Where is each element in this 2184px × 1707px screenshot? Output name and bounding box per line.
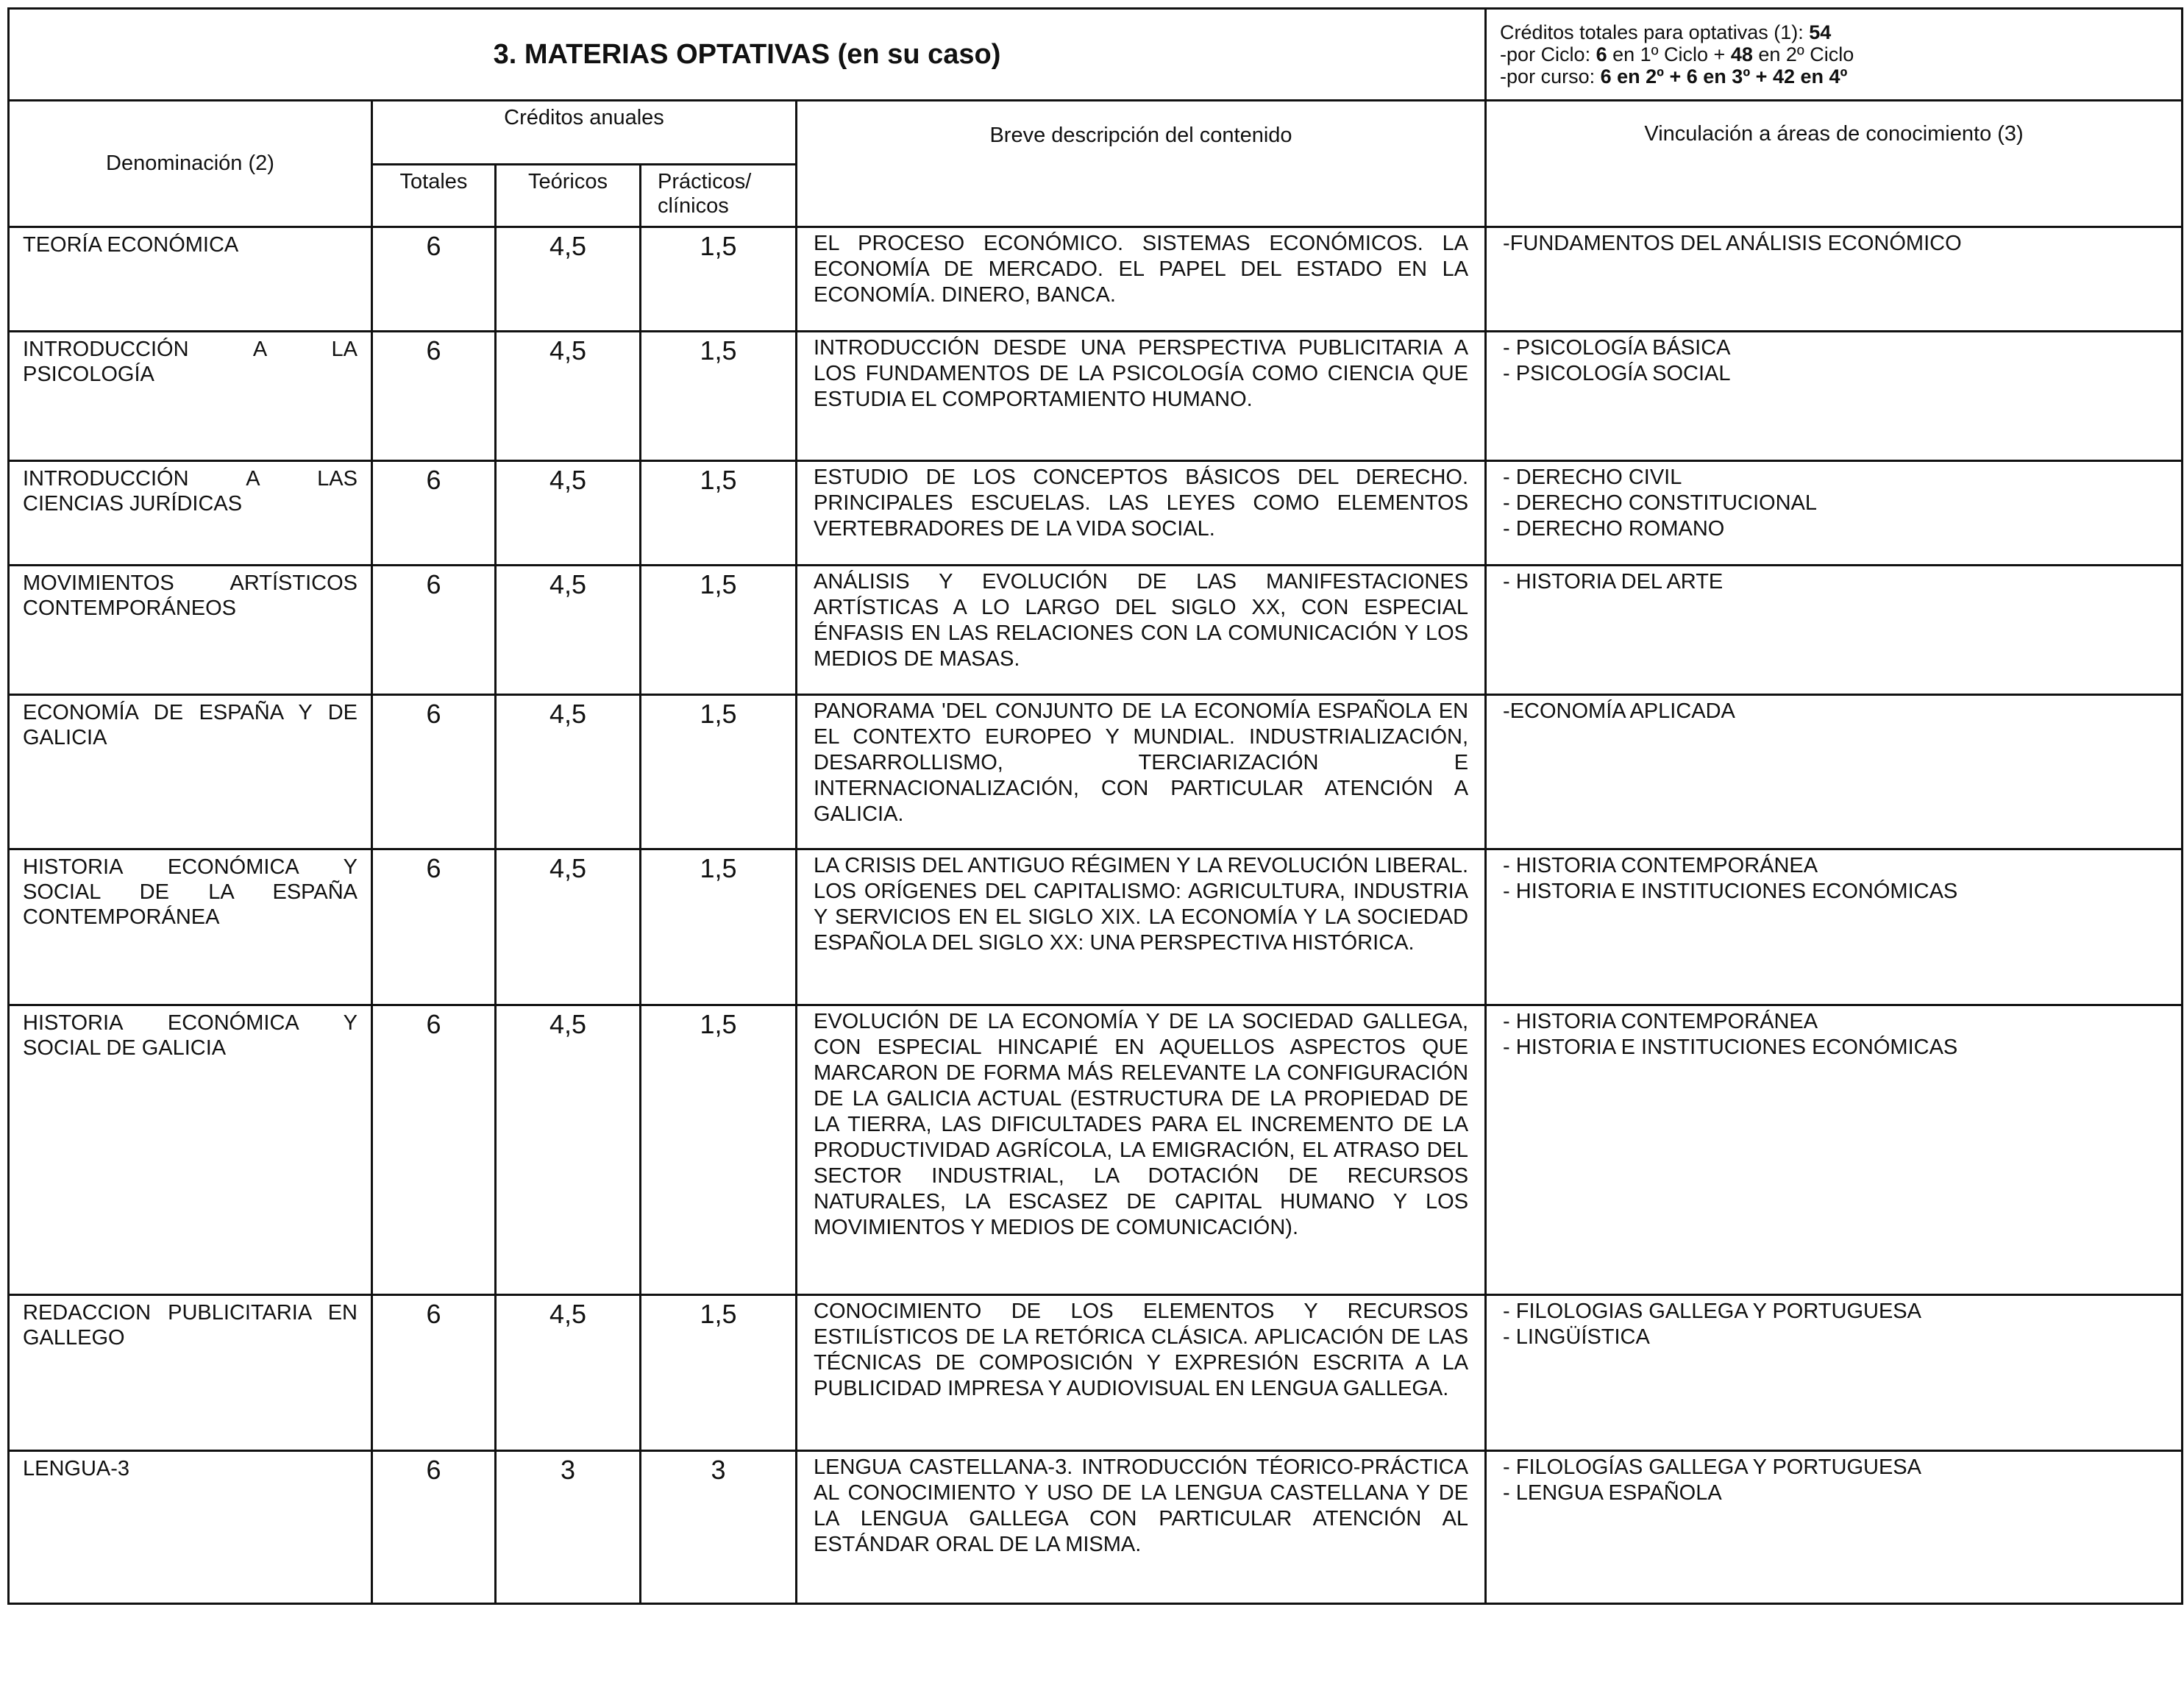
credits-teoricos: 4,5 (496, 227, 641, 332)
credits-totales: 6 (372, 1005, 496, 1295)
subject-name: HISTORIA ECONÓMICA Y SOCIAL DE GALICIA (9, 1005, 372, 1295)
credits-totales: 6 (372, 1295, 496, 1451)
area-item: -FUNDAMENTOS DEL ANÁLISIS ECONÓMICO (1503, 232, 1962, 255)
subject-description: EL PROCESO ECONÓMICO. SISTEMAS ECONÓMICOS. LA ECONOMÍA DE MERCADO. EL PAPEL DEL ESTADO EN LA ECONOMÍA. DINERO, BANCA. (797, 227, 1486, 332)
subject-name: MOVIMIENTOS ARTÍSTICOS CONTEMPORÁNEOS (9, 566, 372, 695)
col-vinculacion: Vinculación a áreas de conocimiento (3) (1486, 101, 2183, 227)
credits-total-line (1500, 21, 2168, 43)
optativas-table (7, 7, 2183, 1605)
ciclo-a-value: 6 (1596, 43, 1607, 65)
subject-name: REDACCION PUBLICITARIA EN GALLEGO (9, 1295, 372, 1451)
credits-teoricos: 4,5 (496, 332, 641, 461)
knowledge-areas (1486, 566, 2183, 695)
credits-label: Créditos totales para optativas (1): (1500, 21, 1804, 43)
col-totales: Totales (372, 165, 496, 227)
subject-name: HISTORIA ECONÓMICA Y SOCIAL DE LA ESPAÑA CONTEMPORÁNEA (9, 849, 372, 1005)
col-denominacion: Denominación (2) (9, 101, 372, 227)
area-item: - FILOLOGIAS GALLEGA Y PORTUGUESA (1503, 1300, 1921, 1323)
table-row (9, 1295, 2183, 1451)
credits-practicos: 1,5 (641, 332, 797, 461)
knowledge-areas (1486, 1005, 2183, 1295)
table-row (9, 461, 2183, 566)
credits-practicos: 1,5 (641, 461, 797, 566)
document-page (7, 7, 2181, 1605)
credits-practicos: 1,5 (641, 227, 797, 332)
knowledge-areas (1486, 1295, 2183, 1451)
table-row (9, 1005, 2183, 1295)
area-item: - HISTORIA DEL ARTE (1503, 570, 1724, 594)
table-row (9, 332, 2183, 461)
knowledge-areas (1486, 695, 2183, 849)
area-item: - DERECHO ROMANO (1503, 517, 1725, 541)
area-item: -ECONOMÍA APLICADA (1503, 699, 1735, 723)
area-item: - PSICOLOGÍA BÁSICA (1503, 336, 1731, 360)
credits-teoricos: 4,5 (496, 849, 641, 1005)
ciclo-suffix: en 2º Ciclo (1752, 43, 1854, 65)
subject-description: ANÁLISIS Y EVOLUCIÓN DE LAS MANIFESTACIONES ARTÍSTICAS A LO LARGO DEL SIGLO XX, CON ESPECIAL ÉNFASIS EN LAS RELACIONES CON LA COMUNICACIÓN Y LOS MEDIOS DE MASAS. (797, 566, 1486, 695)
col-practicos: Prácticos/ clínicos (641, 165, 797, 227)
area-item: - FILOLOGÍAS GALLEGA Y PORTUGUESA (1503, 1455, 1921, 1479)
subject-name: LENGUA-3 (9, 1451, 372, 1604)
credits-teoricos: 4,5 (496, 1005, 641, 1295)
credits-teoricos: 4,5 (496, 461, 641, 566)
ciclo-mid: en 1º Ciclo + (1607, 43, 1731, 65)
area-item: - LINGÜÍSTICA (1503, 1325, 1650, 1349)
subject-name: INTRODUCCIÓN A LA PSICOLOGÍA (9, 332, 372, 461)
subject-description: LENGUA CASTELLANA-3. INTRODUCCIÓN TÉORICO-PRÁCTICA AL CONOCIMIENTO Y USO DE LA LENGUA CASTELLANA Y DE LA LENGUA GALLEGA CON PARTICULAR ATENCIÓN AL ESTÁNDAR ORAL DE LA MISMA. (797, 1451, 1486, 1604)
credits-summary (1486, 9, 2183, 101)
knowledge-areas (1486, 849, 2183, 1005)
col-teoricos: Teóricos (496, 165, 641, 227)
col-descripcion: Breve descripción del contenido (797, 101, 1486, 227)
knowledge-areas (1486, 1451, 2183, 1604)
subject-description: LA CRISIS DEL ANTIGUO RÉGIMEN Y LA REVOLUCIÓN LIBERAL. LOS ORÍGENES DEL CAPITALISMO: AGRICULTURA, INDUSTRIA Y SERVICIOS EN EL SIGLO XIX. LA ECONOMÍA Y LA SOCIEDAD ESPAÑOLA DEL SIGLO XX: UNA PERSPECTIVA HISTÓRICA. (797, 849, 1486, 1005)
subject-name: INTRODUCCIÓN A LAS CIENCIAS JURÍDICAS (9, 461, 372, 566)
ciclo-b-value: 48 (1730, 43, 1753, 65)
credits-teoricos: 4,5 (496, 695, 641, 849)
credits-total-value: 54 (1809, 21, 1832, 43)
credits-totales: 6 (372, 461, 496, 566)
credits-totales: 6 (372, 695, 496, 849)
credits-curso-line (1500, 65, 2168, 88)
credits-teoricos: 4,5 (496, 566, 641, 695)
table-row (9, 1451, 2183, 1604)
credits-practicos: 1,5 (641, 849, 797, 1005)
credits-teoricos: 4,5 (496, 1295, 641, 1451)
credits-totales: 6 (372, 849, 496, 1005)
subject-description: INTRODUCCIÓN DESDE UNA PERSPECTIVA PUBLICITARIA A LOS FUNDAMENTOS DE LA PSICOLOGÍA COMO CIENCIA QUE ESTUDIA EL COMPORTAMIENTO HUMANO. (797, 332, 1486, 461)
credits-practicos: 1,5 (641, 1005, 797, 1295)
credits-practicos: 1,5 (641, 695, 797, 849)
credits-teoricos: 3 (496, 1451, 641, 1604)
area-item: - DERECHO CIVIL (1503, 466, 1682, 489)
ciclo-prefix: -por Ciclo: (1500, 43, 1596, 65)
area-item: - DERECHO CONSTITUCIONAL (1503, 491, 1818, 515)
credits-ciclo-line (1500, 43, 2168, 65)
curso-prefix: -por curso: (1500, 65, 1601, 88)
subject-description: PANORAMA 'DEL CONJUNTO DE LA ECONOMÍA ESPAÑOLA EN EL CONTEXTO EUROPEO Y MUNDIAL. INDUSTRIALIZACIÓN, DESARROLLISMO, TERCIARIZACIÓN E INTERNACIONALIZACIÓN, CON PARTICULAR ATENCIÓN A GALICIA. (797, 695, 1486, 849)
credits-totales: 6 (372, 227, 496, 332)
subject-description: CONOCIMIENTO DE LOS ELEMENTOS Y RECURSOS ESTILÍSTICOS DE LA RETÓRICA CLÁSICA. APLICACIÓN DE LAS TÉCNICAS DE COMPOSICIÓN Y EXPRESIÓN ESCRITA A LA PUBLICIDAD IMPRESA Y AUDIOVISUAL EN LENGUA GALLEGA. (797, 1295, 1486, 1451)
credits-practicos: 3 (641, 1451, 797, 1604)
credits-practicos: 1,5 (641, 566, 797, 695)
subject-name: ECONOMÍA DE ESPAÑA Y DE GALICIA (9, 695, 372, 849)
credits-totales: 6 (372, 1451, 496, 1604)
curso-value: 6 en 2º + 6 en 3º + 42 en 4º (1600, 65, 1848, 88)
knowledge-areas (1486, 461, 2183, 566)
area-item: - PSICOLOGÍA SOCIAL (1503, 362, 1731, 385)
credits-practicos: 1,5 (641, 1295, 797, 1451)
area-item: - HISTORIA CONTEMPORÁNEA (1503, 1010, 1818, 1033)
page-title: 3. MATERIAS OPTATIVAS (en su caso) (9, 9, 1486, 101)
subject-description: ESTUDIO DE LOS CONCEPTOS BÁSICOS DEL DERECHO. PRINCIPALES ESCUELAS. LAS LEYES COMO ELEMENTOS VERTEBRADORES DE LA VIDA SOCIAL. (797, 461, 1486, 566)
credits-totales: 6 (372, 566, 496, 695)
title-row (9, 9, 2183, 101)
knowledge-areas (1486, 227, 2183, 332)
table-row (9, 849, 2183, 1005)
subject-description: EVOLUCIÓN DE LA ECONOMÍA Y DE LA SOCIEDAD GALLEGA, CON ESPECIAL HINCAPIÉ EN AQUELLOS ASPECTOS QUE MARCARON DE FORMA MÁS RELEVANTE LA CONFIGURACIÓN DE LA GALICIA ACTUAL (ESTRUCTURA DE LA PROPIEDAD DE LA TIERRA, LAS DIFICULTADES PARA EL INCREMENTO DE LA PRODUCTIVIDAD AGRÍCOLA, LA EMIGRACIÓN, EL ATRASO DEL SECTOR INDUSTRIAL, LA DOTACIÓN DE RECURSOS NATURALES, LA ESCASEZ DE CAPITAL HUMANO Y LOS MOVIMIENTOS Y MEDIOS DE COMUNICACIÓN). (797, 1005, 1486, 1295)
area-item: - HISTORIA E INSTITUCIONES ECONÓMICAS (1503, 1036, 1958, 1059)
column-header-row (9, 101, 2183, 165)
area-item: - LENGUA ESPAÑOLA (1503, 1481, 1722, 1505)
area-item: - HISTORIA CONTEMPORÁNEA (1503, 854, 1818, 877)
table-row (9, 227, 2183, 332)
col-creditos-anuales: Créditos anuales (372, 101, 797, 165)
credits-totales: 6 (372, 332, 496, 461)
knowledge-areas (1486, 332, 2183, 461)
subject-name: TEORÍA ECONÓMICA (9, 227, 372, 332)
area-item: - HISTORIA E INSTITUCIONES ECONÓMICAS (1503, 880, 1958, 903)
table-row (9, 566, 2183, 695)
table-row (9, 695, 2183, 849)
